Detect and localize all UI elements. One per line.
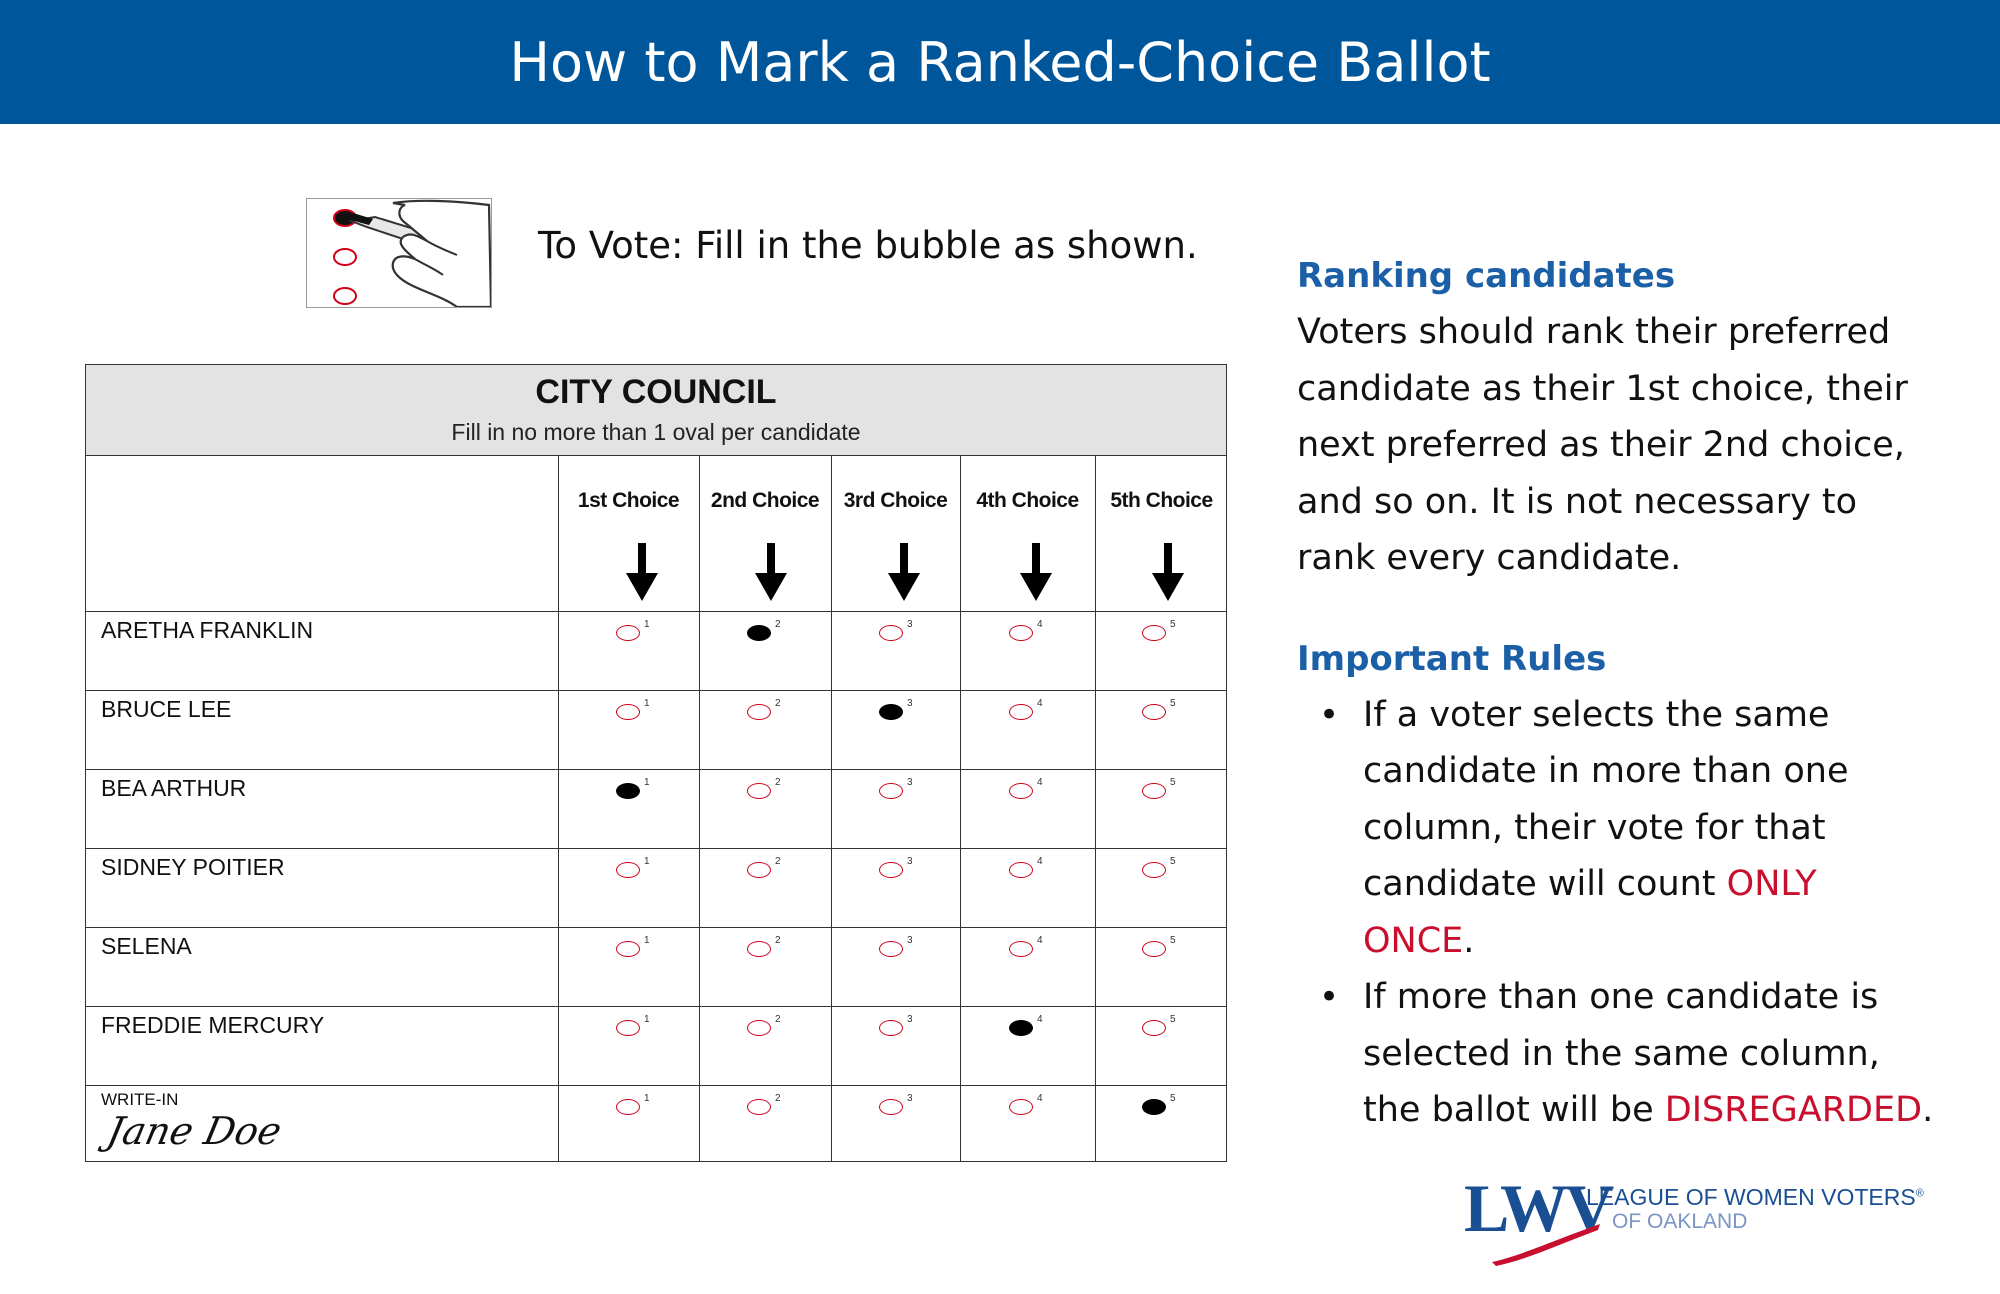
rule-emphasis: DISREGARDED — [1664, 1090, 1923, 1130]
column-header-5th-choice: 5th Choice — [1110, 489, 1213, 512]
ballot-bubble[interactable] — [879, 1020, 903, 1036]
ballot-bubble-filled[interactable] — [747, 625, 771, 641]
bubble-number: 5 — [1170, 1093, 1176, 1104]
page-header — [0, 0, 2000, 124]
down-arrow-icon — [886, 543, 922, 603]
rule-end: . — [1922, 1090, 1934, 1130]
write-in-signature: Jane Doe — [103, 1109, 286, 1153]
bubble-number: 4 — [1037, 1093, 1043, 1104]
ballot-bubble-filled[interactable] — [1142, 1099, 1166, 1115]
ballot-bubble[interactable] — [1009, 1099, 1033, 1115]
bubble-number: 1 — [644, 935, 650, 946]
candidate-name: FREDDIE MERCURY — [101, 1012, 325, 1038]
ballot-bubble[interactable] — [616, 941, 640, 957]
bubble-number: 1 — [644, 856, 650, 867]
bubble-number: 3 — [907, 1093, 913, 1104]
ballot-bubble[interactable] — [1009, 625, 1033, 641]
ballot-bubble[interactable] — [1142, 625, 1166, 641]
bubble-number: 2 — [775, 698, 781, 709]
bubble-number: 5 — [1170, 1014, 1176, 1025]
ballot-bubble[interactable] — [616, 704, 640, 720]
ballot-divider — [1095, 455, 1096, 1161]
bubble-number: 1 — [644, 698, 650, 709]
sample-ballot — [85, 364, 1227, 1162]
lwv-oakland-logo — [1464, 1172, 1924, 1268]
bubble-number: 1 — [644, 619, 650, 630]
bubble-number: 3 — [907, 619, 913, 630]
ballot-bubble[interactable] — [747, 941, 771, 957]
ballot-bubble[interactable] — [879, 783, 903, 799]
bubble-number: 4 — [1037, 935, 1043, 946]
instructions-panel — [1297, 248, 1937, 1139]
ranking-text: Voters should rank their preferred candidate as their 1st choice, their next preferred as their 2nd choice, and so on. It is not necessary to rank every candidate. — [1297, 312, 1908, 578]
down-arrow-icon — [753, 543, 789, 603]
fill-bubble-illustration — [306, 198, 492, 308]
ballot-bubble[interactable] — [879, 941, 903, 957]
ballot-divider — [86, 927, 1226, 928]
down-arrow-icon — [1018, 543, 1054, 603]
bubble-number: 3 — [907, 698, 913, 709]
bubble-number: 3 — [907, 777, 913, 788]
rules-list — [1297, 687, 1937, 1139]
ballot-bubble[interactable] — [1142, 783, 1166, 799]
bubble-number: 3 — [907, 935, 913, 946]
bubble-number: 1 — [644, 1014, 650, 1025]
candidate-name: SIDNEY POITIER — [101, 854, 285, 880]
ballot-bubble[interactable] — [747, 1099, 771, 1115]
ballot-divider — [86, 848, 1226, 849]
bubble-number: 3 — [907, 1014, 913, 1025]
ballot-bubble-filled[interactable] — [879, 704, 903, 720]
ballot-subtitle: Fill in no more than 1 oval per candidate — [451, 419, 861, 445]
bubble-number: 4 — [1037, 698, 1043, 709]
ballot-bubble[interactable] — [616, 1020, 640, 1036]
logo-swoosh-icon — [1490, 1216, 1602, 1266]
ranking-heading: Ranking candidates — [1297, 256, 1676, 296]
ballot-bubble[interactable] — [1142, 704, 1166, 720]
column-header-3rd-choice: 3rd Choice — [843, 489, 948, 512]
rule-item — [1297, 969, 1937, 1139]
ballot-bubble[interactable] — [616, 625, 640, 641]
column-header-1st-choice: 1st Choice — [577, 489, 680, 512]
ballot-bubble[interactable] — [1142, 1020, 1166, 1036]
ballot-bubble[interactable] — [1142, 941, 1166, 957]
rule-emphasis: ONLY ONCE — [1363, 864, 1817, 961]
ballot-divider — [86, 769, 1226, 770]
ballot-header — [86, 365, 1226, 456]
rule-item — [1297, 687, 1937, 970]
ballot-bubble[interactable] — [879, 625, 903, 641]
bubble-number: 5 — [1170, 619, 1176, 630]
ballot-divider — [558, 455, 559, 1161]
bubble-number: 2 — [775, 1014, 781, 1025]
bubble-number: 2 — [775, 935, 781, 946]
hand-marker-icon — [307, 199, 491, 307]
bubble-number: 4 — [1037, 856, 1043, 867]
bubble-number: 5 — [1170, 856, 1176, 867]
bubble-number: 4 — [1037, 1014, 1043, 1025]
ballot-divider — [86, 1006, 1226, 1007]
ballot-bubble[interactable] — [616, 862, 640, 878]
candidate-name: ARETHA FRANKLIN — [101, 617, 314, 643]
bubble-number: 5 — [1170, 935, 1176, 946]
ballot-divider — [699, 455, 700, 1161]
rule-text: If a voter selects the same candidate in more than one column, their vote for that candidate will count — [1363, 694, 1849, 904]
logo-mark: LWV — [1464, 1170, 1612, 1246]
bubble-number: 2 — [775, 856, 781, 867]
logo-line-1: LEAGUE OF WOMEN VOTERS® — [1586, 1184, 1924, 1210]
candidate-name: BEA ARTHUR — [101, 775, 247, 801]
ballot-divider — [86, 690, 1226, 691]
ballot-bubble[interactable] — [747, 783, 771, 799]
page-title: How to Mark a Ranked-Choice Ballot — [509, 30, 1491, 94]
bubble-number: 5 — [1170, 777, 1176, 788]
ballot-bubble-filled[interactable] — [616, 783, 640, 799]
ballot-bubble[interactable] — [616, 1099, 640, 1115]
rule-end: . — [1463, 920, 1475, 961]
bubble-number: 3 — [907, 856, 913, 867]
ballot-bubble[interactable] — [1009, 704, 1033, 720]
candidate-name: BRUCE LEE — [101, 696, 232, 722]
ballot-bubble[interactable] — [1009, 783, 1033, 799]
ballot-bubble[interactable] — [747, 1020, 771, 1036]
bubble-number: 4 — [1037, 619, 1043, 630]
ballot-title: CITY COUNCIL — [535, 373, 777, 411]
ballot-bubble[interactable] — [747, 704, 771, 720]
bubble-number: 1 — [644, 777, 650, 788]
bubble-number: 2 — [775, 777, 781, 788]
bubble-number: 2 — [775, 1093, 781, 1104]
rule-text: If more than one candidate is selected in the same column, the ballot will be — [1363, 977, 1880, 1130]
ballot-divider — [831, 455, 832, 1161]
ballot-divider — [86, 1085, 1226, 1086]
ballot-divider — [86, 611, 1226, 612]
ballot-bubble[interactable] — [1142, 862, 1166, 878]
column-header-4th-choice: 4th Choice — [976, 489, 1079, 512]
ballot-bubble[interactable] — [747, 862, 771, 878]
logo-line-2: OF OAKLAND — [1612, 1210, 1748, 1233]
rules-heading: Important Rules — [1297, 638, 1607, 679]
bubble-number: 1 — [644, 1093, 650, 1104]
ballot-bubble-filled[interactable] — [1009, 1020, 1033, 1036]
ballot-bubble[interactable] — [1009, 862, 1033, 878]
ballot-bubble[interactable] — [879, 1099, 903, 1115]
ballot-bubble[interactable] — [879, 862, 903, 878]
column-header-2nd-choice: 2nd Choice — [710, 489, 820, 512]
bubble-number: 2 — [775, 619, 781, 630]
bubble-number: 4 — [1037, 777, 1043, 788]
write-in-label: WRITE-IN — [101, 1090, 179, 1109]
down-arrow-icon — [1150, 543, 1186, 603]
down-arrow-icon — [624, 543, 660, 603]
candidate-name: SELENA — [101, 933, 192, 959]
bubble-number: 5 — [1170, 698, 1176, 709]
vote-instruction: To Vote: Fill in the bubble as shown. — [538, 224, 1198, 267]
ballot-divider — [960, 455, 961, 1161]
ballot-bubble[interactable] — [1009, 941, 1033, 957]
